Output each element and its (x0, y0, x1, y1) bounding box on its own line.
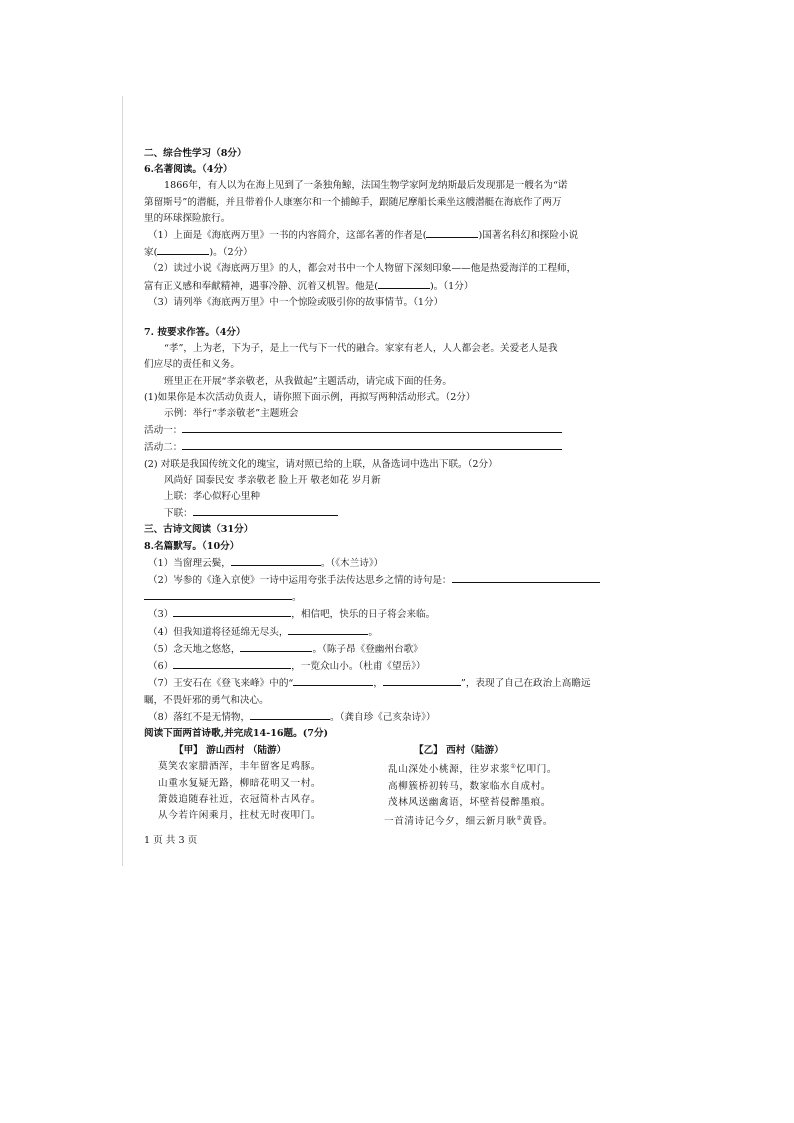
author-name-blank[interactable] (157, 244, 209, 255)
activity2-blank[interactable] (182, 439, 562, 450)
q6-passage-line: 里的环球探险旅行。 (144, 212, 231, 224)
section3-heading: 三、古诗文阅读（31分） (144, 524, 254, 536)
recite-text: 。（陈子昂《登幽州台歌》 (312, 643, 423, 655)
poems (144, 759, 644, 830)
poem-b-text: 乱山深处小桃源，往岁求浆 (388, 764, 511, 776)
q6-passage-line: 1866年，有人以为在海上见到了一条独角鲸，法国生物学家阿龙纳斯最后发现那是一艘名为“诺 (164, 180, 568, 192)
poem-b-line: 高柳簇桥初转马，数家临水自成村。 (388, 780, 552, 792)
recite-text: （2）岑参的《逢入京使》一诗中运用夸张手法传达思乡之情的诗句是： (148, 575, 452, 587)
recite-text: （6） (148, 661, 174, 673)
q7-intro: “孝”，上为老，下为子，是上一代与下一代的融合。家家有老人，人人都会老。关爱老人是我 (164, 343, 558, 355)
q7-sub1: (1)如果你是本次活动负责人，请你照下面示例，再拟写两种活动形式。（2分） (144, 391, 476, 403)
q6-sub1-cont (144, 244, 644, 261)
activity2-row (144, 439, 644, 456)
recite-blank[interactable] (173, 658, 291, 669)
q6-sub1 (144, 227, 644, 244)
recite-blank[interactable] (383, 675, 461, 686)
poem-b (380, 759, 620, 830)
q6-sub2: （2）读过小说《海底两万里》的人，都会对书中一个人物留下深刻印象——他是热爱海洋的工程师， (148, 263, 577, 275)
recite-line (144, 675, 644, 692)
recite-text: ”，表现了自己在政治上高瞻远 (460, 678, 591, 690)
recite-text: （4）但我知道将径延绵无尽头， (148, 626, 289, 638)
recite-line (144, 572, 644, 589)
q6-sub2-text: )。（1分） (430, 280, 474, 292)
recite-text: （5）念天地之悠悠， (148, 643, 241, 655)
poem-b-text: 一首清诗记今夕，细云新月耿 (384, 816, 517, 828)
recite-text: 。（龚自珍《己亥杂诗》） (330, 711, 436, 723)
activity2-label: 活动二： (144, 442, 183, 454)
footnote-mark: ② (516, 815, 523, 823)
poem-a-line: 山重水复疑无路，柳暗花明又一村。 (158, 777, 322, 789)
recite-text: 。（《木兰诗》） (320, 557, 384, 569)
recite-blank[interactable] (288, 624, 368, 635)
reading-title: 阅读下面两首诗歌,并完成14-16题。(7分) (144, 727, 329, 739)
recite-text: 。 (292, 592, 302, 604)
poem-a-title: 【甲】 游山西村 （陆游） (174, 745, 287, 757)
page-footer: 1 页 共 3 页 (144, 834, 198, 846)
q6-sub1-text: )。（2分） (209, 247, 253, 259)
recite-text: ， (373, 678, 383, 690)
lower-couplet-label: 下联： (164, 508, 193, 520)
q8-title: 8.名篇默写。（10分） (144, 540, 240, 552)
activity1-label: 活动一： (144, 425, 183, 437)
poem-a-line: 箫鼓追随春社近，衣冠简朴古风存。 (158, 793, 322, 805)
q6-sub1-text: 家( (144, 247, 158, 259)
poem-a (158, 759, 380, 830)
recite-blank[interactable] (231, 555, 321, 566)
recite-blank[interactable] (250, 709, 330, 720)
recite-blank[interactable] (173, 606, 291, 617)
q6-sub1-text: )国著名科幻和探险小说 (478, 230, 579, 242)
recite-blank[interactable] (144, 589, 292, 600)
activity1-blank[interactable] (182, 422, 562, 433)
poem-titles (144, 743, 644, 759)
q6-title: 6.名著阅读。（4分） (144, 164, 233, 176)
lower-couplet-blank[interactable] (193, 505, 338, 516)
q7-example: 示例：举行“孝亲敬老”主题班会 (164, 408, 299, 420)
q7-sub2: (2) 对联是我国传统文化的瑰宝，请对照已给的上联，从备选词中选出下联。（2分） (144, 458, 498, 470)
recite-line (144, 606, 644, 623)
q6-passage-line: 第留斯号”的潜艇，并且带着仆人康塞尔和一个捕鲸手，跟随尼摩船长乘坐这艘潜艇在海底作了两万 (144, 196, 562, 208)
recite-text: （1）当窗理云鬓， (148, 557, 231, 569)
recite-text: 。 (368, 626, 379, 638)
recite-line (144, 641, 644, 658)
poem-b-line: 茂林风送幽禽语，坏壁苔侵醉墨痕。 (388, 796, 552, 808)
exam-sheet (144, 146, 644, 849)
poem-b-title: 【乙】 西村（陆游） (414, 745, 504, 757)
q7-intro: 们应尽的责任和义务。 (144, 359, 240, 371)
q6-sub3: （3）请列举《海底两万里》中一个惊险或吸引你的故事情节。（1分） (148, 296, 444, 308)
q6-sub2-cont (144, 278, 644, 295)
activity1-row (144, 422, 644, 439)
q6-sub1-text: （1）上面是《海底两万里》一书的内容简介，这部名著的作者是( (148, 230, 427, 242)
character-blank[interactable] (378, 278, 430, 289)
recite-blank[interactable] (293, 675, 373, 686)
recite-text: ，相信吧，快乐的日子将会来临。 (291, 609, 436, 621)
recite-line (144, 555, 644, 572)
recite-line (144, 589, 644, 606)
recite-text: （7）王安石在《登飞来峰》中的“ (148, 678, 294, 690)
q7-intro: 班里正在开展“孝亲敬老，从我做起”主题活动，请完成下面的任务。 (164, 375, 453, 387)
poem-a-line: 莫笑农家腊酒浑，丰年留客足鸡豚。 (158, 761, 322, 773)
recite-text: （3） (148, 609, 174, 621)
recite-text: ，一览众山小。（杜甫《望岳》） (291, 661, 426, 673)
recite-blank[interactable] (240, 641, 312, 652)
recite-line: 瞩，不畏奸邪的勇气和决心。 (144, 694, 269, 706)
page-edge (122, 96, 123, 866)
q7-title: 7. 按要求作答。（4分） (144, 327, 246, 339)
poem-b-line (380, 811, 620, 830)
poem-b-text: 忆叩门。 (516, 764, 558, 776)
q7-options: 风尚好 国泰民安 孝亲敬老 脸上开 敬老如花 岁月新 (164, 474, 381, 486)
author-blank[interactable] (426, 227, 478, 238)
poem-a-line: 从今若许闲乘月，拄杖无时夜叩门。 (158, 809, 322, 821)
recite-blank[interactable] (452, 572, 600, 583)
q7-upper-couplet: 上联：孝心似籽心里种 (164, 491, 260, 503)
poem-b-text: 黄昏。 (522, 816, 554, 828)
recite-line (144, 709, 644, 726)
recite-line (144, 624, 644, 641)
recite-text: （8）落红不是无情物， (148, 711, 251, 723)
section2-heading: 二、综合性学习（8分） (144, 148, 247, 159)
q6-sub2-text: 富有正义感和奉献精神，遇事冷静、沉着又机智。他是( (144, 280, 378, 292)
q7-lower-couplet (144, 505, 644, 522)
recite-line (144, 658, 644, 675)
footnote-mark: ① (510, 763, 517, 771)
poem-b-line (380, 759, 620, 778)
